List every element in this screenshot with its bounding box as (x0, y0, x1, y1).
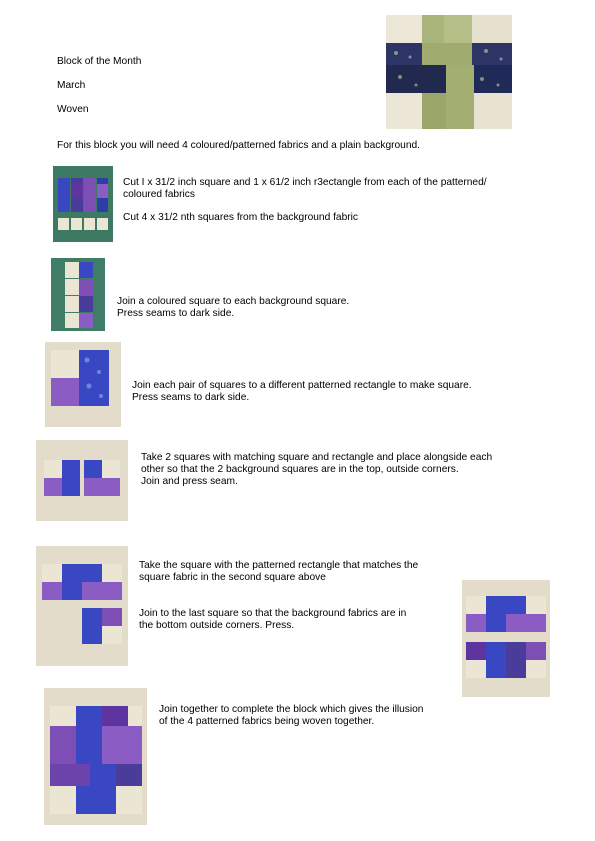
step4-text-line1: Take 2 squares with matching square and rectangle and place alongside each (141, 452, 493, 463)
step5-text-line1: Take the square with the patterned rectangle that matches the (139, 560, 419, 571)
step6-bottom-row-photo (462, 580, 550, 697)
step4-text-line3: Join and press seam. (141, 476, 238, 487)
page-title: Block of the Month (57, 56, 142, 67)
step1-text-line2: coloured fabrics (123, 189, 195, 200)
step3-text-line1: Join each pair of squares to a different patterned rectangle to make square. (132, 380, 472, 391)
step5-three-units-photo (36, 546, 128, 666)
step7-text-line1: Join together to complete the block which gives the illusion (159, 704, 424, 715)
step7-text-line2: of the 4 patterned fabrics being woven together. (159, 716, 375, 727)
step6-text-line2: the bottom outside corners. Press. (139, 620, 295, 631)
finished-block-photo (386, 15, 512, 129)
block-name: Woven (57, 104, 89, 115)
intro-text: For this block you will need 4 coloured/patterned fabrics and a plain background. (57, 140, 421, 151)
step4-text-line2: other so that the 2 background squares are in the top, outside corners. (141, 464, 459, 475)
step2-text-line1: Join a coloured square to each background square. (117, 296, 350, 307)
step1b-text: Cut 4 x 31/2 nth squares from the background fabric (123, 212, 359, 223)
step6-text-line1: Join to the last square so that the background fabrics are in (139, 608, 407, 619)
step3-square-unit-photo (45, 342, 121, 427)
step2-joined-squares-photo (51, 258, 105, 331)
completed-block-photo (44, 688, 147, 825)
month-label: March (57, 80, 86, 91)
step2-text-line2: Press seams to dark side. (117, 308, 235, 319)
step5-text-line2: square fabric in the second square above (139, 572, 326, 583)
step1-text-line1: Cut I x 31/2 inch square and 1 x 61/2 inch r3ectangle from each of the patterned/ (123, 177, 487, 188)
step3-text-line2: Press seams to dark side. (132, 392, 250, 403)
step1-cut-pieces-photo (53, 166, 113, 242)
step4-pair-layout-photo (36, 440, 128, 521)
